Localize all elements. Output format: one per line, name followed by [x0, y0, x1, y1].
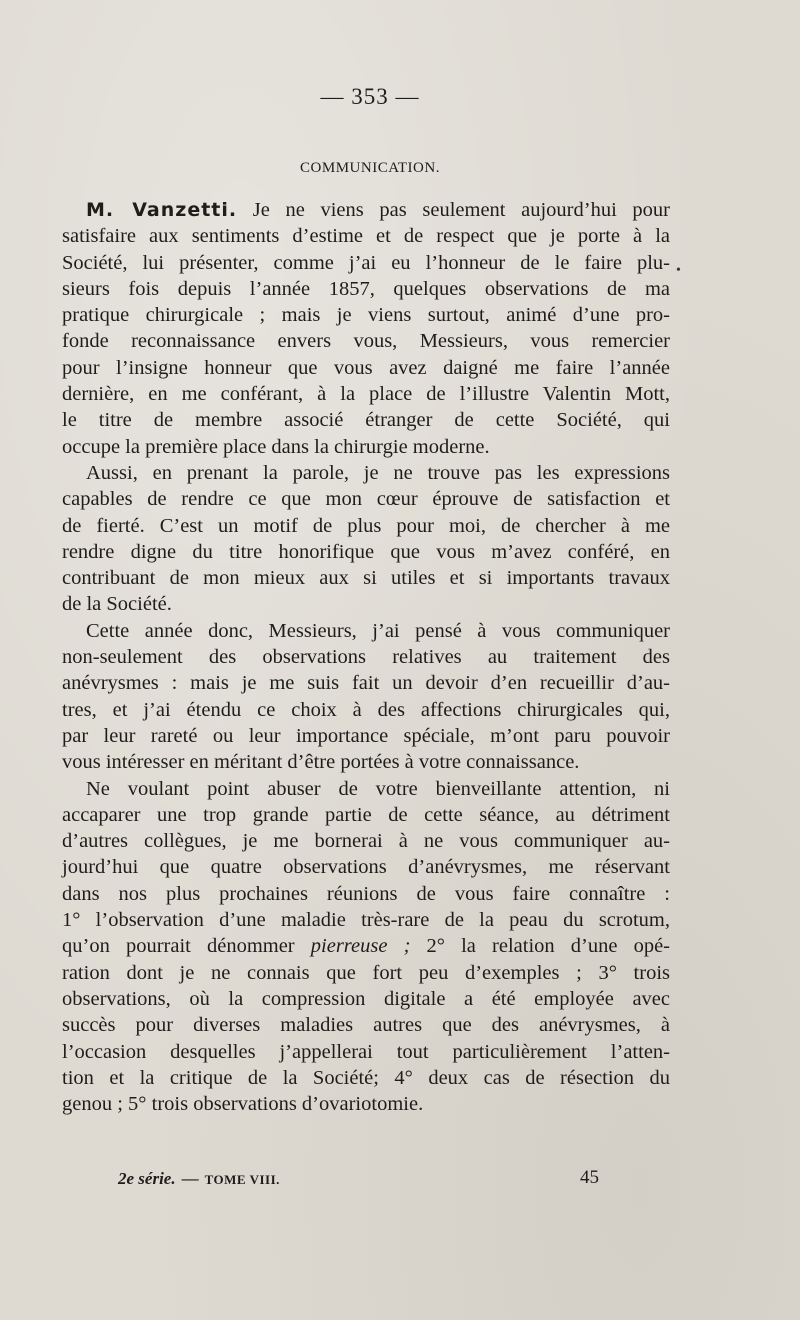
- text-line: l’occasion desquelles j’appellerai tout particulièrement l’atten-: [62, 1040, 670, 1063]
- text-line: dernière, en me conférant, à la place de l’illustre Valentin Mott,: [62, 383, 670, 406]
- text-line: sieurs fois depuis l’année 1857, quelques observations de ma: [62, 277, 670, 300]
- footer-signature-line: [118, 1169, 280, 1189]
- text-line: Aussi, en prenant la parole, je ne trouve pas les expressions: [86, 461, 670, 484]
- text-line: contribuant de mon mieux aux si utiles et si importants travaux: [62, 567, 670, 590]
- text-line: anévrysmes : mais je me suis fait un devoir d’en recueillir d’au-: [62, 672, 670, 695]
- text-line: satisfaire aux sentiments d’estime et de respect que je porte à la: [62, 225, 670, 248]
- text-line: observations, où la compression digitale a été employée avec: [62, 987, 670, 1010]
- signature-number: 45: [580, 1167, 599, 1188]
- text-line: 1° l’observation d’une maladie très-rare de la peau du scrotum,: [62, 909, 670, 932]
- text-line: ration dont je ne connais que fort peu d’exemples ; 3° trois: [62, 961, 670, 984]
- text-line: accaparer une trop grande partie de cette séance, au détriment: [62, 803, 670, 826]
- italic-term: pierreuse ;: [310, 935, 411, 958]
- text-line: d’autres collègues, je me bornerai à ne vous communiquer au-: [62, 830, 670, 853]
- margin-mark: •: [676, 263, 681, 278]
- text-line: Ne voulant point abuser de votre bienveillante attention, ni: [86, 777, 670, 800]
- series-label: 2e série.: [118, 1169, 176, 1188]
- text-line-content: qu’on pourrait dénommer: [62, 935, 311, 958]
- text-line: tion et la critique de la Société; 4° deux cas de résection du: [62, 1066, 670, 1089]
- section-heading: COMMUNICATION.: [300, 160, 440, 176]
- text-line: non-seulement des observations relatives au traitement des: [62, 646, 670, 669]
- text-line: Cette année donc, Messieurs, j’ai pensé à vous communiquer: [86, 619, 670, 642]
- text-line: capables de rendre ce que mon cœur éprouve de satisfaction et: [62, 488, 670, 511]
- body-text: [62, 197, 670, 1117]
- text-line: pour l’insigne honneur que vous avez daigné me faire l’année: [62, 356, 670, 379]
- text-line: jourd’hui que quatre observations d’anévrysmes, me réservant: [62, 856, 670, 879]
- tome-label: TOME VIII.: [204, 1172, 280, 1187]
- text-line: occupe la première place dans la chirurgie moderne.: [62, 435, 490, 458]
- text-line: dans nos plus prochaines réunions de vous faire connaître :: [62, 882, 670, 905]
- separator: —: [181, 1169, 199, 1188]
- text-line: de la Société.: [62, 593, 172, 616]
- text-line: Société, lui présenter, comme j’ai eu l’honneur de le faire plu-: [62, 251, 670, 274]
- text-line: [62, 197, 670, 223]
- text-line: succès pour diverses maladies autres que des anévrysmes, à: [62, 1014, 670, 1037]
- text-line: genou ; 5° trois observations d’ovariotomie.: [62, 1093, 424, 1116]
- text-line: tres, et j’ai étendu ce choix à des affections chirurgicales qui,: [62, 698, 670, 721]
- text-line-content: Je ne viens pas seulement aujourd’hui pour: [237, 199, 671, 221]
- text-line: fonde reconnaissance envers vous, Messieurs, vous remercier: [62, 330, 670, 353]
- text-line: [62, 933, 670, 959]
- text-line: rendre digne du titre honorifique que vous m’avez conféré, en: [62, 540, 670, 563]
- text-line: de fierté. C’est un motif de plus pour moi, de chercher à me: [62, 514, 670, 537]
- text-line: le titre de membre associé étranger de cette Société, qui: [62, 409, 670, 432]
- page-number: — 353 —: [320, 84, 420, 109]
- text-line-content: 2° la relation d’une opé-: [410, 935, 670, 958]
- text-line: par leur rareté ou leur importance spéciale, m’ont paru pouvoir: [62, 724, 670, 747]
- speaker-name: M. Vanzetti.: [86, 199, 238, 221]
- text-line: vous intéresser en méritant d’être portées à votre connaissance.: [62, 751, 580, 774]
- text-line: pratique chirurgicale ; mais je viens surtout, animé d’une pro-: [62, 304, 670, 327]
